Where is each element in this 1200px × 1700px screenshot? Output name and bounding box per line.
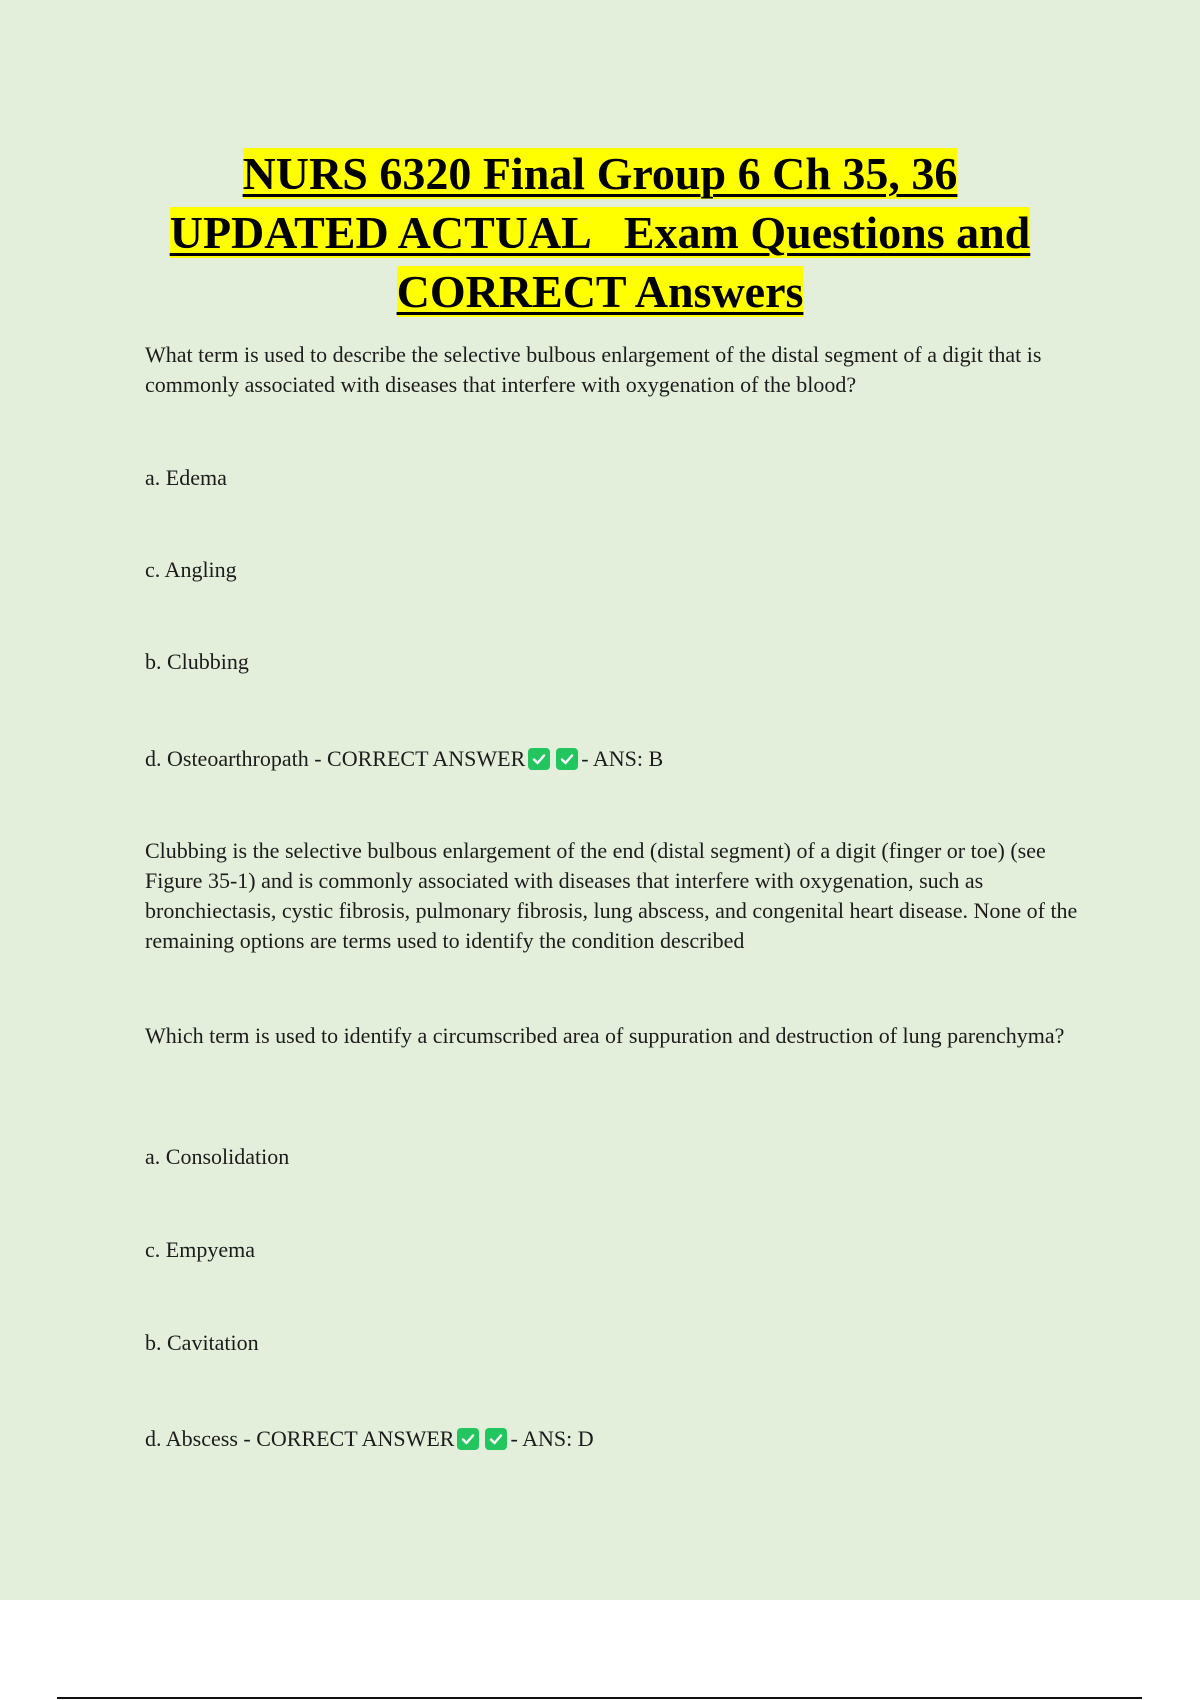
- title-line-3: CORRECT Answers: [396, 266, 804, 317]
- question-1-option-b: b. Clubbing: [145, 649, 249, 674]
- question-1-option-c: c. Angling: [145, 557, 237, 582]
- document-title: [100, 144, 1100, 321]
- question-1-rationale: Clubbing is the selective bulbous enlargement of the end (distal segment) of a digit (finger or toe) (see Figure 35-1) and is commonly associated with diseases that interfere with oxygenation, such as bronchiectasis, cystic fibrosis, pulmonary fibrosis, lung abscess, and congenital heart disease. None of the remaining options are terms used to identify the condition described: [145, 838, 1078, 953]
- check-box-icon: [485, 1428, 507, 1450]
- question-1-option-a: a. Edema: [145, 465, 227, 490]
- question-1-text: What term is used to describe the selective bulbous enlargement of the distal segment of a digit that is commonly associated with diseases that interfere with oxygenation of the blood?: [145, 342, 1042, 397]
- check-box-icon: [556, 748, 578, 770]
- question-2-answer-key: - ANS: D: [510, 1426, 594, 1451]
- question-2-answer-line: [145, 1424, 1080, 1454]
- question-2-option-d: d. Abscess - CORRECT ANSWER: [145, 1426, 455, 1451]
- question-1-option-d: d. Osteoarthropath - CORRECT ANSWER: [145, 746, 526, 771]
- title-line-2: UPDATED ACTUAL Exam Questions and: [169, 207, 1031, 258]
- check-box-icon: [457, 1428, 479, 1450]
- check-box-icon: [528, 748, 550, 770]
- question-2-option-a: a. Consolidation: [145, 1144, 290, 1169]
- question-2-option-b: b. Cavitation: [145, 1330, 259, 1355]
- question-2-option-c: c. Empyema: [145, 1237, 255, 1262]
- question-1-answer-line: [145, 744, 1080, 774]
- footer-divider: [57, 1697, 1142, 1699]
- question-1-answer-key: - ANS: B: [581, 746, 664, 771]
- title-line-1: NURS 6320 Final Group 6 Ch 35, 36: [242, 148, 958, 199]
- question-2-text: Which term is used to identify a circumscribed area of suppuration and destruction of lung parenchyma?: [145, 1023, 1065, 1048]
